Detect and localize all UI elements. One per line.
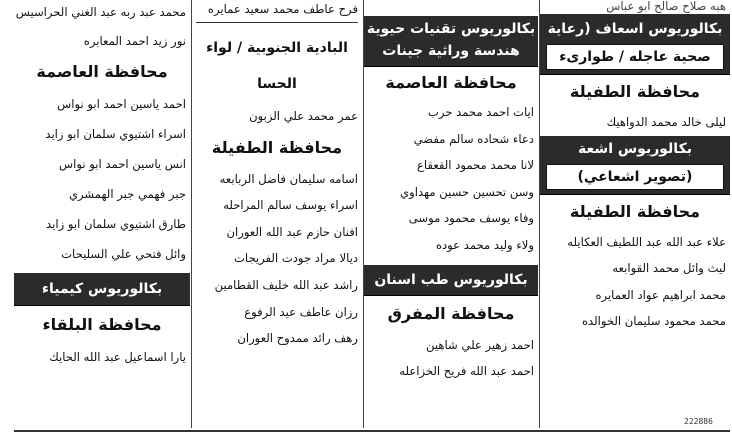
spacer (364, 0, 538, 16)
list-item: انس ياسين احمد ابو نواس (59, 156, 186, 171)
list-item: فرح عاطف محمد سعيد عمايره (207, 2, 358, 16)
list-item: هبه صلاح صالح ابو عباس (606, 0, 726, 13)
list-item: اسامه سليمان فاضل الربابعه (219, 171, 358, 186)
section-header-box: صحية عاجله / طوارىء (546, 44, 724, 70)
list-item: ايات احمد محمد حرب (427, 105, 534, 119)
section-header-box: (تصوير اشعاعي) (546, 164, 724, 190)
subheading: الحسا (257, 76, 297, 92)
section-header-biotech (364, 16, 538, 67)
governorate-heading: محافظة المفرق (387, 303, 515, 323)
column-divider (191, 0, 192, 428)
list-item: يارا اسماعيل عبد الله الحايك (49, 349, 186, 364)
list-item: محمد محمود سليمان الخوالده (581, 314, 726, 329)
reference-number: 222886 (684, 417, 713, 426)
governorate-heading: محافظة الطفيلة (569, 82, 701, 101)
column-2 (364, 0, 538, 428)
list-item: اسراء يوسف سالم المراحله (223, 198, 358, 213)
list-item: دعاء شحاده سالم مفضي (413, 131, 534, 146)
governorate-heading: محافظة العاصمة (385, 73, 517, 92)
list-item: افنان حازم عبد الله العوران (226, 224, 358, 239)
list-item: وفاء يوسف محمود موسى (408, 211, 534, 226)
list-item: جبر فهمي جبر الهمشري (68, 186, 186, 201)
list-item: محمد عبد ربه عبد الغني الحراسيس (15, 5, 186, 19)
governorate-heading: محافظة العاصمة (36, 61, 168, 81)
column-1 (540, 0, 730, 428)
list-item: محمد ابراهيم عواد العمايره (595, 287, 726, 302)
section-header-line: هندسة وراثية جينات (382, 43, 520, 59)
governorate-heading: محافظة الطفيلة (569, 201, 701, 221)
column-4 (14, 0, 190, 428)
list-item: ليث وائل محمد القوابعه (612, 261, 726, 276)
list-item: ديالا مراد جودت الفريجات (234, 251, 358, 266)
list-item: رزان عاطف عيد الرفوع (244, 304, 358, 319)
subheading: البادية الجنوبية / لواء (206, 40, 348, 56)
list-item: ليلى خالد محمد الدواهيك (606, 115, 726, 129)
list-item: رهف رائد ممدوح العوران (237, 331, 358, 346)
list-item: اسراء اشتيوي سلمان ابو زايد (45, 126, 186, 141)
list-item: احمد عبد الله فريح الخزاعله (399, 364, 534, 379)
list-item: وائل فتحي علي السليحات (61, 246, 186, 261)
section-header-line: بكالوريوس تقنيات حيوية (366, 21, 536, 37)
divider (196, 22, 358, 23)
list-item: راشد عبد الله خليف القطامين (214, 277, 358, 292)
list-item: عمر محمد علي الزبون (249, 109, 358, 123)
list-item: نور زيد احمد المعابره (83, 34, 186, 48)
governorate-heading: محافظة البلقاء (42, 314, 162, 334)
list-item: وسن تحسين حسين مهداوي (400, 184, 534, 199)
list-item: لانا محمد محمود القعقاع (417, 158, 534, 173)
governorate-heading: محافظة الطفيلة (211, 137, 343, 157)
section-header-chemistry: بكالوريوس كيمياء (14, 273, 190, 306)
list-item: طارق اشتيوي سلمان ابو زايد (46, 216, 186, 231)
list-item: ولاء وليد محمد عوده (435, 237, 534, 252)
section-header-line: بكالوريوس اسعاف (رعاية (547, 21, 723, 37)
section-header-dentistry: بكالوريوس طب اسنان (364, 265, 538, 296)
column-divider (363, 0, 364, 428)
list-item: احمد ياسين احمد ابو نواس (57, 96, 186, 111)
section-header-paramedic (540, 14, 730, 75)
column-divider (539, 0, 540, 428)
section-header-radiology (540, 136, 730, 195)
section-header-line: بكالوريوس اشعة (578, 140, 692, 157)
bottom-rule (14, 430, 730, 432)
list-item: احمد زهير علي شاهين (426, 337, 534, 352)
list-item: علاء عبد الله عبد اللطيف العكايله (567, 234, 726, 249)
column-3 (192, 0, 362, 428)
